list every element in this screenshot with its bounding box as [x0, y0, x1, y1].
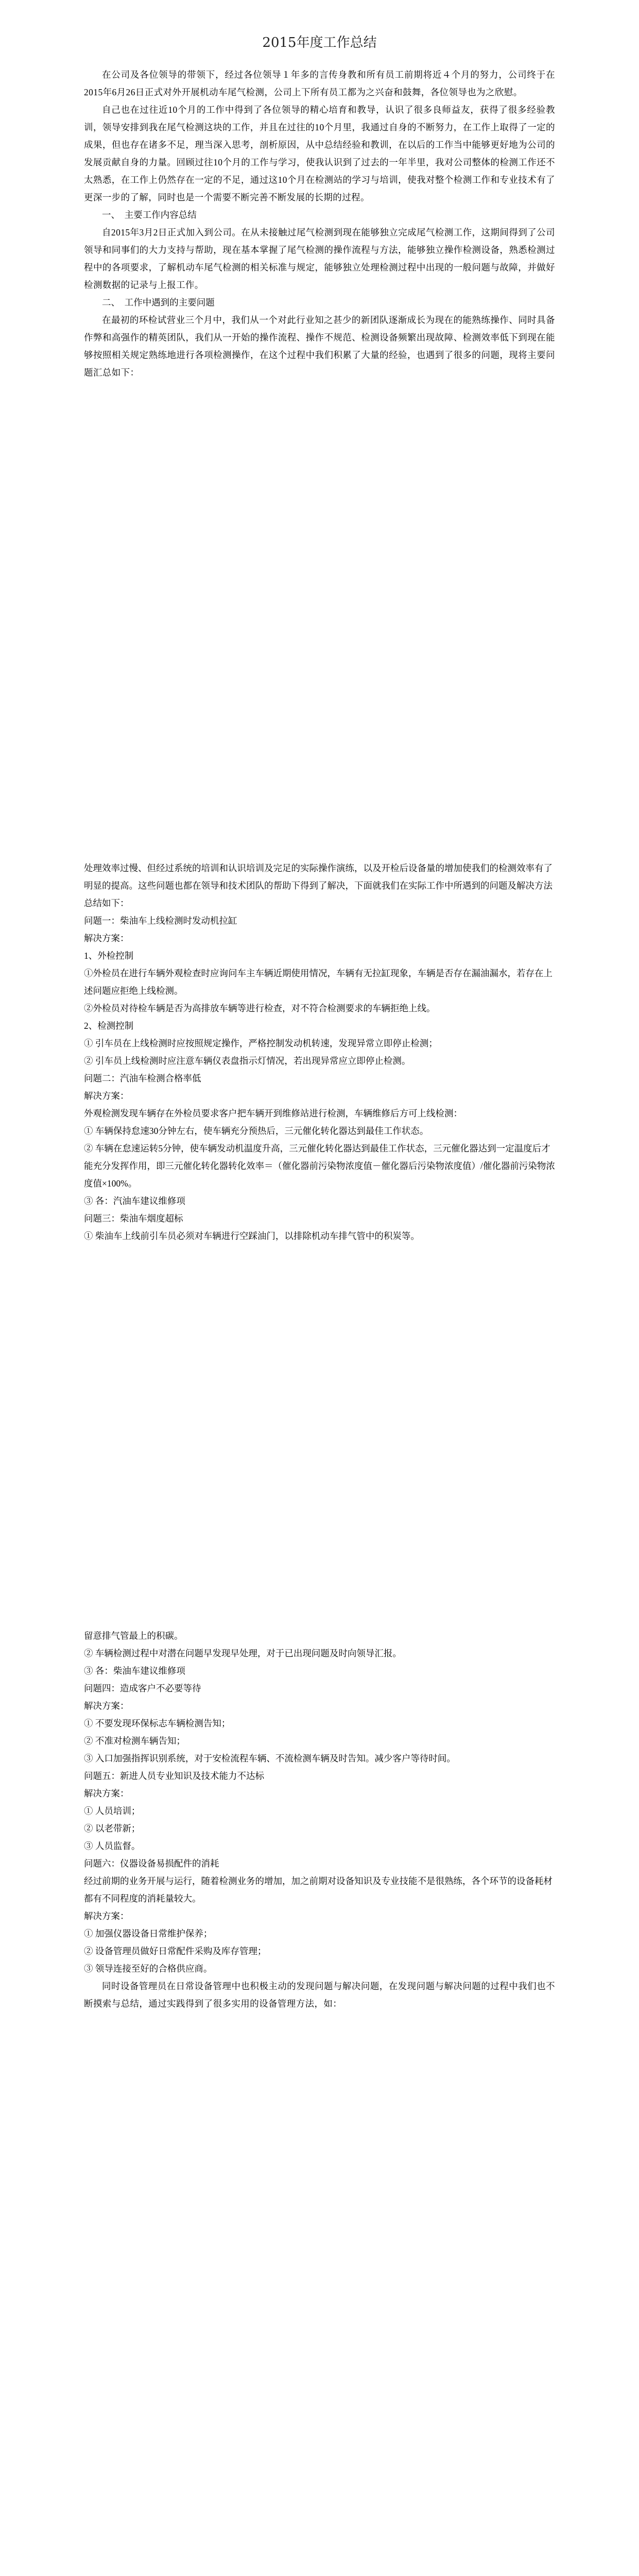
solution-step: 1、外检控制 — [84, 951, 134, 961]
problem-3-title: 问题三：柴油车烟度超标 — [84, 1213, 183, 1224]
solution-item: ② 以老带新； — [84, 1823, 141, 1834]
section-2b-body: 处理效率过慢、但经过系统的培训和认识培训及完足的实际操作演练，以及开检后设备量的增加使我们的检测效率有了明显的提高。这些问题也都在领导和技术团队的帮助下得到了解决，下面就我们在实际工作中所遇到的问题及解决方法总结如下： — [84, 863, 552, 908]
problems-block — [84, 859, 555, 1245]
section-1-body: 自2015年3月2日正式加入到公司。在从未接触过尾气检测到现在能够独立完成尾气检测工作，这期间得到了公司领导和同事们的大力支持与帮助，现在基本掌握了尾气检测的操作流程与方法，能够独立操作检测设备，熟悉检测过程中的各项要求，了解机动车尾气检测的相关标准与规定，能够独立处理检测过程中出现的一般问题与故障，并做好检测数据的记录与上报工作。 — [84, 227, 555, 290]
solution-item: ① 不要发现环保标志车辆检测告知； — [84, 1718, 231, 1728]
solution-item: ① 车辆保持怠速30分钟左右，使车辆充分预热后，三元催化转化器达到最佳工作状态。 — [84, 1126, 429, 1136]
solution-item: ② 设备管理员做好日常配件采购及库存管理； — [84, 1946, 267, 1956]
problem-5-title: 问题五：新进人员专业知识及技术能力不达标 — [84, 1771, 264, 1781]
solution-label: 解决方案： — [84, 1701, 129, 1711]
solution-item: ③ 领导连接至好的合格供应商。 — [84, 1963, 213, 1974]
solution-item: ② 车辆在怠速运转5分钟，使车辆发动机温度升高，三元催化转化器达到最佳工作状态，三元催化器达到一定温度后才能充分发挥作用，即三元催化转化器转化效率＝（催化器前污染物浓度值－催化器后污染物浓度值）/催化器前污染物浓度值×100%。 — [84, 1143, 555, 1189]
section-2-heading: 二、 工作中遇到的主要问题 — [102, 297, 215, 308]
solution-step: 2、检测控制 — [84, 1021, 134, 1031]
problem-6-title: 问题六：仪器设备易损配件的消耗 — [84, 1858, 219, 1869]
solution-label: 解决方案： — [84, 1788, 129, 1799]
problem-2-title: 问题二：汽油车检测合格率低 — [84, 1073, 201, 1083]
solution-item: ①外检员在进行车辆外观检查时应询问车主车辆近期使用情况，车辆有无拉缸现象，车辆是否存在漏油漏水，若存在上述问题应拒绝上线检测。 — [84, 968, 552, 996]
solution-item: ① 柴油车上线前引车员必须对车辆进行空踩油门，以排除机动车排气管中的积炭等。 — [84, 1231, 420, 1241]
solution-label: 解决方案： — [84, 1911, 129, 1921]
problem-4-title: 问题四：造成客户不必要等待 — [84, 1683, 201, 1693]
document-title: 2015年度工作总结 — [262, 35, 377, 50]
solution-item: ① 引车员在上线检测时应按照规定操作，严格控制发动机转速，发现异常立即停止检测； — [84, 1038, 438, 1048]
problem-1-title: 问题一：柴油车上线检测时发动机拉缸 — [84, 916, 237, 926]
intro-block — [84, 66, 555, 381]
intro-paragraph-2: 自己也在过往近10个月的工作中得到了各位领导的精心培育和教导，认识了很多良师益友，获得了很多经验教训，领导安排到我在尾气检测这块的工作，并且在过往的10个月里，我通过自身的不断努力，在工作上取得了一定的成果，但也存在诸多不足，理当深入思考，剖析原因，从中总结经验和教训，在以后的工作当中能够更好地为公司的发展贡献自身的力量。回顾过往10个月的工作与学习，使我认识到了过去的一年半里，我对公司整体的检测工作还不太熟悉，在工作上仍然存在一定的不足，通过这10个月在检测站的学习与培训，使我对整个检测工作和专业技术有了更深一步的了解，同时也是一个需要不断完善不断发展的长期的过程。 — [84, 105, 555, 202]
problems-continued-block — [84, 1627, 555, 2012]
solution-item: ② 不准对检测车辆告知； — [84, 1736, 185, 1746]
solution-item: ③ 人员监督。 — [84, 1841, 141, 1851]
section-1-heading: 一、 主要工作内容总结 — [102, 210, 197, 220]
solution-item: ① 人员培训； — [84, 1806, 141, 1816]
solution-label: 解决方案： — [84, 1091, 129, 1101]
intro-paragraph-1: 在公司及各位领导的带领下，经过各位领导１年多的言传身教和所有员工前期将近４个月的努力，公司终于在2015年6月26日正式对外开展机动车尾气检测，公司上下所有员工都为之兴奋和鼓舞，各位领导也为之欣慰。 — [84, 70, 555, 97]
solution-label: 解决方案： — [84, 933, 129, 943]
solution-item: ③ 入口加强指挥识别系统，对于安检流程车辆、不流检测车辆及时告知。减少客户等待时间。 — [84, 1753, 456, 1764]
solution-item: ② 车辆检测过程中对潜在问题早发现早处理，对于已出现问题及时向领导汇报。 — [84, 1648, 402, 1658]
solution-item: ① 加强仪器设备日常维护保养； — [84, 1928, 213, 1939]
solution-item: ② 引车员上线检测时应注意车辆仪表盘指示灯情况，若出现异常应立即停止检测。 — [84, 1056, 411, 1066]
equipment-management-paragraph: 同时设备管理员在日常设备管理中也积极主动的发现问题与解决问题，在发现问题与解决问题的过程中我们也不断摸索与总结，通过实践得到了很多实用的设备管理方法，如： — [84, 1981, 555, 2009]
section-2-body: 在最初的环检试营业三个月中，我们从一个对此行业知之甚少的新团队逐渐成长为现在的能熟练操作、同时具备作弊和高强作的精英团队，我们从一开始的操作流程、操作不规范、检测设备频繁出现故障、检测效率低下到现在能够按照相关规定熟练地进行各项检测操作，在这个过程中我们积累了大量的经验，也遇到了很多的问题，现将主要问题汇总如下： — [84, 315, 555, 378]
solution-item: 留意排气管最上的积碳。 — [84, 1631, 183, 1641]
problem-6-body: 经过前期的业务开展与运行，随着检测业务的增加，加之前期对设备知识及专业技能不是很熟练，各个环节的设备耗材都有不同程度的消耗量较大。 — [84, 1876, 552, 1904]
solution-item: ③ 各：汽油车建议维修项 — [84, 1196, 185, 1206]
solution-item: ②外检员对待检车辆是否为高排放车辆等进行检查，对不符合检测要求的车辆拒绝上线。 — [84, 1003, 436, 1013]
solution-item: ③ 各：柴油车建议维修项 — [84, 1666, 185, 1676]
solution-item: 外观检测发现车辆存在外检员要求客户把车辆开到维修站进行检测，车辆维修后方可上线检测： — [84, 1108, 462, 1118]
